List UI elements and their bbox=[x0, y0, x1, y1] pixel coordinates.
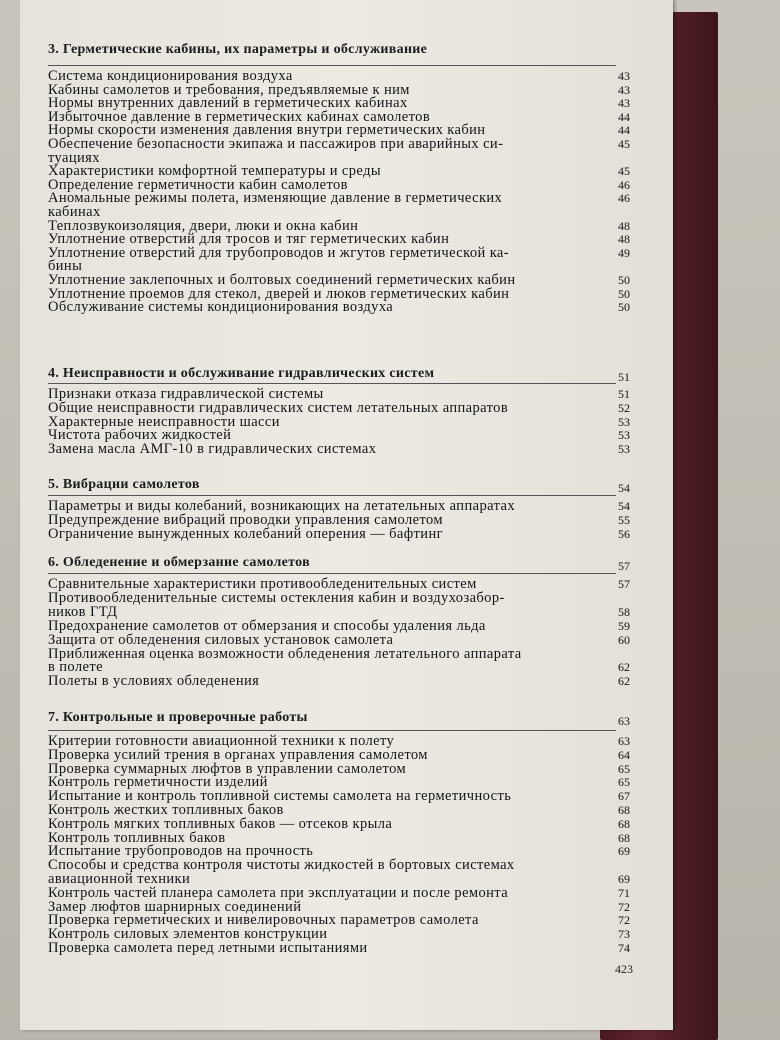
toc-entry-page: 48 bbox=[618, 232, 630, 247]
toc-entry-title: Проверка усилий трения в органах управления самолетом bbox=[48, 746, 428, 763]
toc-entry-title: Обеспечение безопасности экипажа и пассажиров при аварийных си- bbox=[48, 136, 504, 152]
toc-entry-title: Приближенная оценка возможности обледенения летательного аппарата bbox=[48, 645, 522, 662]
toc-entry-page: 50 bbox=[618, 286, 630, 301]
toc-entry-page: 58 bbox=[618, 604, 630, 619]
toc-entry-page: 48 bbox=[618, 218, 630, 233]
toc-entry-title: Определение герметичности кабин самолетов bbox=[48, 176, 348, 193]
toc-entry-title: Замена масла АМГ-10 в гидравлических системах bbox=[48, 441, 377, 458]
toc-entry-title: Испытание трубопроводов на прочность bbox=[48, 843, 314, 860]
toc-entry-page: 50 bbox=[618, 300, 630, 315]
toc-entry-title: Проверка герметических и нивелировочных параметров самолета bbox=[48, 912, 479, 929]
toc-entry-page: 50 bbox=[618, 273, 630, 287]
toc-entry-title: Аномальные режимы полета, изменяющие давление в герметических bbox=[48, 190, 503, 207]
toc-entry-title: Нормы скорости изменения давления внутри герметических кабин bbox=[48, 122, 486, 139]
toc-entry-title: кабинах bbox=[48, 204, 101, 220]
section-page: 51 bbox=[618, 370, 630, 384]
toc-entry-title: Контроль герметичности изделий bbox=[48, 774, 268, 791]
section-rule bbox=[48, 383, 616, 384]
toc-entry-title: Проверка суммарных люфтов в управлении самолетом bbox=[48, 760, 407, 777]
toc-entry-title: в полете bbox=[48, 659, 103, 676]
section-page: 63 bbox=[618, 714, 630, 728]
section-rule bbox=[48, 65, 616, 66]
toc-entry-title: Уплотнение проемов для стекол, дверей и люков герметических кабин bbox=[48, 285, 510, 302]
toc-entry-title: Полеты в условиях обледенения bbox=[48, 673, 260, 690]
toc-entry-page: 54 bbox=[618, 499, 630, 513]
section-rule bbox=[48, 730, 616, 731]
toc-entry-page: 69 bbox=[618, 872, 630, 886]
toc-entry-title: Уплотнение отверстий для тросов и тяг герметических кабин bbox=[48, 231, 450, 248]
toc-entry-page: 59 bbox=[618, 618, 630, 633]
toc-entry-page: 55 bbox=[618, 513, 630, 528]
toc-entry-title: Характеристики комфортной температуры и среды bbox=[48, 163, 381, 180]
toc-entry-title: Контроль топливных баков bbox=[48, 829, 226, 846]
toc-entry-title: Способы и средства контроля чистоты жидкостей в бортовых системах bbox=[48, 857, 515, 874]
toc-entry-title: Уплотнение заклепочных и болтовых соединений герметических кабин bbox=[48, 272, 516, 288]
toc-entry-title: Контроль силовых элементов конструкции bbox=[48, 926, 328, 943]
toc-entry-page: 72 bbox=[618, 899, 630, 914]
toc-entry-title: Проверка самолета перед летными испытаниями bbox=[48, 940, 368, 956]
toc-entry-page: 63 bbox=[618, 734, 630, 748]
toc-entry-title: Ограничение вынужденных колебаний оперения — бафтинг bbox=[48, 526, 443, 543]
toc-entry-title: Критерии готовности авиационной техники к полету bbox=[48, 733, 395, 749]
toc-entry-title: Замер люфтов шарнирных соединений bbox=[48, 898, 302, 915]
toc-entry-page: 53 bbox=[618, 414, 630, 429]
toc-entry-page: 43 bbox=[618, 69, 630, 83]
toc-entry-page: 74 bbox=[618, 941, 630, 955]
toc-entry-title: Контроль жестких топливных баков bbox=[48, 802, 284, 818]
toc-entry-title: Предохранение самолетов от обмерзания и способы удаления льда bbox=[48, 617, 486, 634]
toc-entry-page: 56 bbox=[618, 527, 630, 542]
toc-entry-title: Защита от обледенения силовых установок самолета bbox=[48, 631, 394, 648]
toc-entry-page: 62 bbox=[618, 660, 630, 675]
toc-entry[interactable] bbox=[48, 940, 630, 958]
page-number: 423 bbox=[615, 962, 633, 976]
toc-entry-title: Теплозвукоизоляция, двери, люки и окна кабин bbox=[48, 217, 359, 234]
toc-entry-title: Кабины самолетов и требования, предъявляемые к ним bbox=[48, 81, 410, 98]
toc-entry[interactable] bbox=[48, 673, 630, 691]
section-title: 5. Вибрации самолетов bbox=[48, 477, 200, 492]
toc-entry-title: Сравнительные характеристики противообледенительных систем bbox=[48, 576, 477, 592]
toc-entry-page: 44 bbox=[618, 109, 630, 124]
section-rule bbox=[48, 495, 616, 496]
toc-entry-page: 53 bbox=[618, 442, 630, 457]
toc-entry-title: Параметры и виды колебаний, возникающих на летательных аппаратах bbox=[48, 498, 515, 514]
toc-entry-title: бины bbox=[48, 258, 83, 275]
toc-entry-page: 68 bbox=[618, 830, 630, 845]
section-rule bbox=[48, 573, 616, 574]
toc-entry-page: 51 bbox=[618, 387, 630, 401]
toc-entry-page: 73 bbox=[618, 927, 630, 942]
toc-entry-title: Испытание и контроль топливной системы самолета на герметичность bbox=[48, 788, 512, 805]
toc-entry-title: Уплотнение отверстий для трубопроводов и жгутов герметической ка- bbox=[48, 244, 509, 261]
section-title: 3. Герметические кабины, их параметры и обслуживание bbox=[48, 42, 428, 57]
section-title: 7. Контрольные и проверочные работы bbox=[48, 710, 308, 725]
toc-entry-page: 46 bbox=[618, 191, 630, 206]
toc-entry-title: Избыточное давление в герметических кабинах самолетов bbox=[48, 108, 431, 125]
toc-entry-title: Контроль частей планера самолета при эксплуатации и после ремонта bbox=[48, 884, 509, 901]
toc-entry[interactable] bbox=[48, 441, 630, 459]
toc-entry-title: Система кондиционирования воздуха bbox=[48, 68, 293, 84]
section-title: 4. Неисправности и обслуживание гидравлических систем bbox=[48, 366, 435, 381]
toc-entry-page: 43 bbox=[618, 82, 630, 97]
toc-entry-page: 52 bbox=[618, 400, 630, 415]
toc-entry[interactable] bbox=[48, 526, 630, 544]
toc-entry-title: Чистота рабочих жидкостей bbox=[48, 427, 232, 444]
toc-entry-page: 68 bbox=[618, 816, 630, 831]
toc-entry-page: 60 bbox=[618, 632, 630, 647]
toc-entry-page: 64 bbox=[618, 747, 630, 762]
toc-entry-page: 45 bbox=[618, 137, 630, 151]
toc-entry-page: 71 bbox=[618, 885, 630, 900]
toc-entry-page: 65 bbox=[618, 761, 630, 776]
toc-entry-title: Нормы внутренних давлений в герметических кабинах bbox=[48, 95, 408, 112]
toc-entry-page: 57 bbox=[618, 577, 630, 591]
toc-entry-page: 49 bbox=[618, 245, 630, 260]
toc-entry-page: 67 bbox=[618, 789, 630, 804]
toc-entry-page: 72 bbox=[618, 913, 630, 928]
section-title: 6. Обледенение и обмерзание самолетов bbox=[48, 555, 310, 570]
toc-entry-title: туациях bbox=[48, 149, 100, 166]
toc-entry-title: Контроль мягких топливных баков — отсеков крыла bbox=[48, 815, 393, 832]
section-page: 57 bbox=[618, 559, 630, 573]
toc-entry-page: 68 bbox=[618, 803, 630, 817]
toc-entry-page: 45 bbox=[618, 164, 630, 179]
toc-entry-title: Предупреждение вибраций проводки управления самолетом bbox=[48, 512, 443, 529]
toc-entry-title: Характерные неисправности шасси bbox=[48, 413, 280, 430]
toc-entry-title: Противообледенительные системы остекления кабин и воздухозабор- bbox=[48, 589, 505, 606]
toc-entry-title: ников ГТД bbox=[48, 603, 118, 620]
toc-entry-page: 53 bbox=[618, 428, 630, 443]
toc-entry-page: 62 bbox=[618, 674, 630, 689]
toc-entry-page: 43 bbox=[618, 96, 630, 111]
toc-entry-page: 65 bbox=[618, 775, 630, 790]
toc-entry-title: Признаки отказа гидравлической системы bbox=[48, 386, 324, 402]
toc-entry-title: авиационной техники bbox=[48, 871, 191, 887]
toc-entry[interactable] bbox=[48, 299, 630, 317]
toc-entry-page: 69 bbox=[618, 844, 630, 859]
toc-entry-title: Общие неисправности гидравлических систем летательных аппаратов bbox=[48, 399, 509, 416]
toc-entry-page: 44 bbox=[618, 123, 630, 138]
section-page: 54 bbox=[618, 481, 630, 495]
toc-entry-page: 46 bbox=[618, 177, 630, 192]
book-page bbox=[20, 0, 673, 1030]
toc-entry-title: Обслуживание системы кондиционирования воздуха bbox=[48, 299, 394, 316]
